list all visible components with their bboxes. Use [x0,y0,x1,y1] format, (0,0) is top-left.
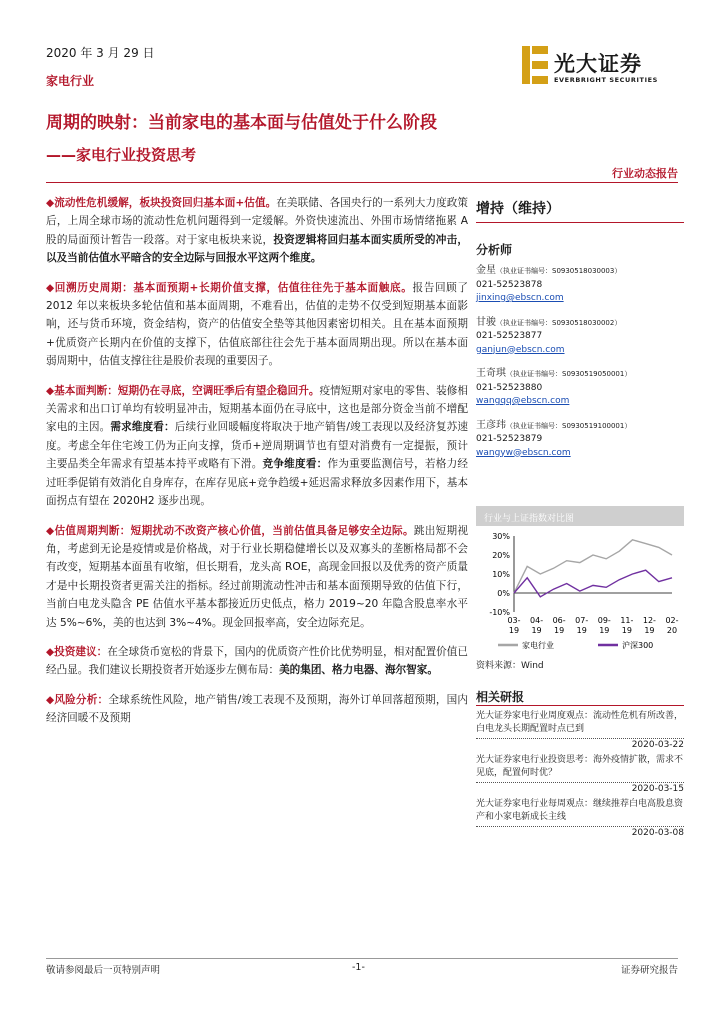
company-logo [522,46,682,86]
y-tick-label: 20% [492,551,510,560]
y-tick-label: 10% [492,570,510,579]
comparison-chart [476,506,684,678]
logo-chinese-name: 光大证券 [554,52,642,76]
x-tick-label: 11- [620,616,634,625]
related-report-date: 2020-03-22 [476,738,684,750]
report-date: 2020 年 3 月 29 日 [46,46,155,60]
analyst-phone: 021-52523879 [476,434,543,444]
analyst-email-link[interactable]: wangyw@ebscn.com [476,447,571,458]
rating-divider [476,222,684,223]
x-tick-label: 02- [665,616,679,625]
summary-paragraph: ◆流动性危机缓解，板块投资回归基本面+估值。在美联储、各国央行的一系列大力度政策后，上周全球市场的流动性危机问题得到一定缓解。外资快速流出、外围市场情绪拖累 A 股的局面预计暂告一段落。对于家电板块来说，投资逻辑将回归基本面实质所受的冲击，以及当前估值水平暗含的安全边际与回报水平这两个维度。 [46,197,469,265]
analyst-entry [476,419,684,461]
analyst-cert: （执业证书编号：S0930519050001） [506,370,632,378]
footer-disclaimer: 敬请参阅最后一页特别声明 [46,965,161,976]
x-tick-label: 19 [554,626,565,635]
analyst-heading: 分析师 [476,243,513,257]
analyst-phone: 021-52523877 [476,331,543,341]
x-tick-label: 19 [508,626,520,635]
x-tick-label: 04- [530,616,544,625]
chart-plot [476,526,684,658]
x-tick-label: 19 [644,626,655,635]
industry-label: 家电行业 [46,74,95,88]
x-tick-label: 20 [666,626,678,635]
x-tick-label: 19 [621,626,632,635]
analyst-phone: 021-52523880 [476,382,543,393]
sidebar [476,198,684,470]
investment-advice-paragraph: ◆投资建议：在全球货币宽松的背景下，国内的优质资产性价比优势明显，相对配置价值已经凸显。我们建议长期投资者开始逐步左侧布局：美的集团、格力电器、海尔智家。 [46,645,469,677]
analyst-email-link[interactable]: wangqq@ebscn.com [476,396,570,406]
x-tick-label: 09- [597,616,611,625]
main-column [46,194,468,739]
report-subtitle: ——家电行业投资思考 [46,146,197,164]
risk-paragraph: ◆风险分析：全球系统性风险，地产销售/竣工表现不及预期，海外订单回落超预期，国内经济回暖不及预期 [46,693,468,725]
valuation-paragraph: ◆估值周期判断：短期扰动不改资产核心价值，当前估值具备足够安全边际。跳出短期视角，考虑到无论是疫情或是价格战，对于行业长期稳健增长以及双寡头的垄断格局都不会有改变，短期基本面虽有收缩，但长期看，龙头高 ROE，高现金回报以及优秀的资产质量才是中长期投资者更需关注的指标。经过前期流动性冲击和基本面预期导致的估值下行，当前白电龙头隐含 PE 估值水平基本都接近历史低点，格力 2019~20 年隐含股息率水平达 5%~6%，美的也达到 3%~4%。现金回报率高，安全边际充足。 [46,524,468,629]
analyst-email-link[interactable]: jinxing@ebscn.com [476,293,564,303]
legend-label: 沪深300 [622,641,654,650]
history-paragraph: ◆回溯历史周期：基本面预期+长期价值支撑，估值往往先于基本面触底。报告回顾了 2012 年以来板块多轮估值和基本面周期，不难看出，估值的走势不仅受到短期基本面影响，还与货币环境，资金结构，资产的估值安全垫等其他因素密切相关。且在基本面预期+优质资产长期内在价值的支撑下，估值底部往往会先于基本面周期出现。所以在基本面弱周期中，估值支撑往往是股价表现的重要因子。 [46,281,469,368]
legend-label: 家电行业 [522,641,554,650]
chart-title: 行业与上证指数对比图 [476,506,684,526]
x-tick-label: 07- [575,616,589,625]
page-number: -1- [352,962,365,973]
analyst-email-link[interactable]: ganjun@ebscn.com [476,344,565,355]
analyst-name: 王彦玮 [476,419,506,431]
related-research-heading: 相关研报 [476,690,525,704]
y-tick-label: -10% [489,608,510,617]
analyst-entry [476,264,684,306]
report-type: 行业动态报告 [612,167,678,180]
y-tick-label: 0% [497,589,510,598]
analyst-phone: 021-52523878 [476,279,543,290]
logo-mark-icon [522,46,548,84]
related-research-list [476,710,684,842]
analyst-entry [476,367,684,409]
chart-source: 资料来源：Wind [476,661,544,671]
x-tick-label: 19 [576,626,587,635]
related-report-date: 2020-03-08 [476,826,684,838]
related-report-link[interactable]: 光大证券家电行业投资思考：海外疫情扩散，需求不见底，配置何时优？ [476,755,684,778]
analyst-cert: （执业证书编号：S0930519100001） [506,421,632,430]
rating-label: 增持（维持） [476,201,560,217]
x-tick-label: 12- [642,616,656,625]
y-tick-label: 30% [492,532,510,541]
footer-report-label: 证券研究报告 [620,965,678,976]
analyst-name: 甘骏 [476,316,496,328]
header-divider [46,182,678,183]
analyst-cert: （执业证书编号：S0930518030002） [496,318,622,327]
analyst-entry [476,316,684,358]
logo-english-name: EVERBRIGHT SECURITIES [554,76,658,84]
report-title: 周期的映射：当前家电的基本面与估值处于什么阶段 [46,113,437,133]
analyst-name: 王奇琪 [476,368,506,379]
related-report-link[interactable]: 光大证券家电行业每周观点：继续推荐白电高股息资产和小家电新成长主线 [476,799,684,822]
x-tick-label: 03- [507,616,521,625]
related-report-date: 2020-03-15 [476,782,684,794]
footer-divider [46,958,678,959]
related-divider [476,705,684,706]
fundamentals-paragraph: ◆基本面判断：短期仍在寻底，空调旺季后有望企稳回升。疫情短期对家电的零售、装修相关需求和出口订单均有较明显冲击，短期基本面仍在寻底中，这也是部分资金当前不增配家电的主因。需求维度看：后续行业回暖幅度将取决于地产销售/竣工表现以及经济复苏速度。考虑全年住宅竣工仍为正向支撑，货币+逆周期调节也有望对消费有一定提振，预计主要品类全年需求有望基本持平或略有下滑。竞争维度看：作为重要监测信号，若格力经过旺季促销有效消化自身库存，在库存见底+竞争趋缓+延迟需求释放多因素作用下，基本面拐点有望在 2020H2 逐步出现。 [46,384,469,508]
related-report-link[interactable]: 光大证券家电行业周度观点：流动性危机有所改善，白电龙头长期配置时点已到 [476,711,684,734]
x-tick-label: 19 [599,626,610,635]
analyst-cert: （执业证书编号：S0930518030003） [496,267,622,275]
analyst-name: 金星 [476,265,496,276]
x-tick-label: 19 [531,626,542,635]
x-tick-label: 06- [552,616,566,625]
